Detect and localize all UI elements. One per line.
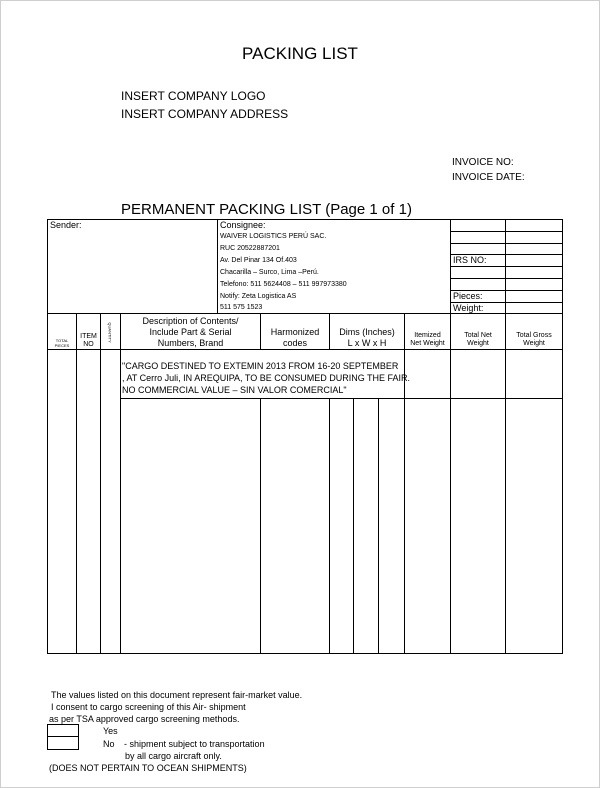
no-note-line1: - shipment subject to transportation <box>124 739 265 749</box>
consignee-line: 511 575 1523 <box>220 304 263 311</box>
header-total-gross-weight <box>506 332 562 348</box>
right-grid-row <box>450 266 563 267</box>
header-itemized-line1: Itemized <box>414 332 441 339</box>
col-divider <box>505 313 506 653</box>
footer-tsa-statement: as per TSA approved cargo screening methods. <box>49 714 240 724</box>
irs-no-label: IRS NO: <box>453 255 487 265</box>
header-harmonized-line2: codes <box>282 338 308 348</box>
col-divider <box>353 398 354 653</box>
table-right-border <box>562 219 563 653</box>
table-left-border <box>47 219 48 653</box>
yes-label: Yes <box>103 726 118 736</box>
header-description-line2: Include Part & Serial <box>149 327 232 337</box>
header-item-no-line1: ITEM <box>80 333 97 340</box>
consignee-line: WAIVER LOGISTICS PERÚ SAC. <box>220 233 327 240</box>
pieces-label: Pieces: <box>453 291 483 301</box>
col-divider <box>120 313 121 653</box>
header-quantity <box>102 316 118 348</box>
header-total-pieces: TOTAL PIECES <box>54 338 70 348</box>
consignee-line: RUC 20522887201 <box>220 245 280 252</box>
header-harmonized <box>261 327 329 349</box>
consignee-line: Telefono: 511 5624408 – 511 997973380 <box>220 281 347 288</box>
header-item-no-line2: NO <box>83 341 94 348</box>
invoice-no-label: INVOICE NO: <box>452 157 514 168</box>
header-item-no <box>77 333 100 349</box>
no-checkbox[interactable] <box>48 737 77 748</box>
col-divider <box>378 398 379 653</box>
cargo-note-line: NO COMMERCIAL VALUE – SIN VALOR COMERCIAL" <box>122 385 347 395</box>
header-total-net-line1: Total Net <box>464 332 492 339</box>
ocean-shipments-disclaimer: (DOES NOT PERTAIN TO OCEAN SHIPMENTS) <box>49 763 247 773</box>
company-logo-placeholder[interactable]: INSERT COMPANY LOGO <box>121 89 266 103</box>
parties-bottom-border <box>47 313 563 314</box>
col-divider <box>260 398 261 653</box>
header-total-net-line2: Weight <box>467 340 489 347</box>
no-note-line2: by all cargo aircraft only. <box>125 751 222 761</box>
header-harmonized-line1: Harmonized <box>270 327 320 337</box>
right-grid-row <box>450 243 563 244</box>
consignee-line: Notify: Zeta Logistica AS <box>220 293 297 300</box>
header-dims-line1: Dims (Inches) <box>339 327 395 337</box>
company-address-placeholder[interactable]: INSERT COMPANY ADDRESS <box>121 107 289 121</box>
footer-fair-market-statement: The values listed on this document represent fair-market value. <box>51 690 303 700</box>
header-bottom-border <box>47 349 563 350</box>
table-bottom-border <box>47 653 563 654</box>
header-dims-line2: L x W x H <box>347 338 387 348</box>
header-description-line3: Numbers, Brand <box>157 338 224 348</box>
cargo-note-line: , AT Cerro Juli, IN AREQUIPA, TO BE CONSUMED DURING THE FAIR. <box>122 373 411 383</box>
consignee-line: Av. Del Pinar 134 Of.403 <box>220 257 297 264</box>
packing-list-subtitle: PERMANENT PACKING LIST (Page 1 of 1) <box>121 201 412 218</box>
col-divider <box>100 313 101 653</box>
header-quantity-text: QUANTITY <box>107 321 113 343</box>
page-title: PACKING LIST <box>242 44 358 63</box>
header-description <box>121 316 260 349</box>
header-itemized-net-weight <box>405 332 450 348</box>
right-grid-row <box>450 278 563 279</box>
col-divider <box>450 313 451 653</box>
consignee-label: Consignee: <box>220 220 266 230</box>
invoice-date-label: INVOICE DATE: <box>452 172 525 183</box>
header-total-gross-line1: Total Gross <box>516 332 552 339</box>
header-dims <box>330 327 404 349</box>
no-label: No <box>103 739 115 749</box>
header-itemized-line2: Net Weight <box>410 340 445 347</box>
yes-checkbox[interactable] <box>48 725 77 736</box>
sender-label: Sender: <box>50 220 82 230</box>
right-grid-row <box>450 231 563 232</box>
col-divider <box>76 313 77 653</box>
header-description-line1: Description of Contents/ <box>142 316 239 326</box>
consignee-line: Chacarilla – Surco, Lima –Perú. <box>220 269 319 276</box>
sender-divider <box>217 219 218 313</box>
header-total-net-weight <box>451 332 505 348</box>
footer-consent-statement: I consent to cargo screening of this Air- shipment <box>51 702 246 712</box>
cargo-note-line: "CARGO DESTINED TO EXTEMIN 2013 FROM 16-20 SEPTEMBER <box>122 361 399 371</box>
col-divider <box>329 398 330 653</box>
weight-label: Weight: <box>453 303 484 313</box>
cargo-note-bottom-border <box>120 398 563 399</box>
col-divider <box>404 313 405 653</box>
header-total-gross-line2: Weight <box>523 340 545 347</box>
table-top-border <box>47 219 563 220</box>
